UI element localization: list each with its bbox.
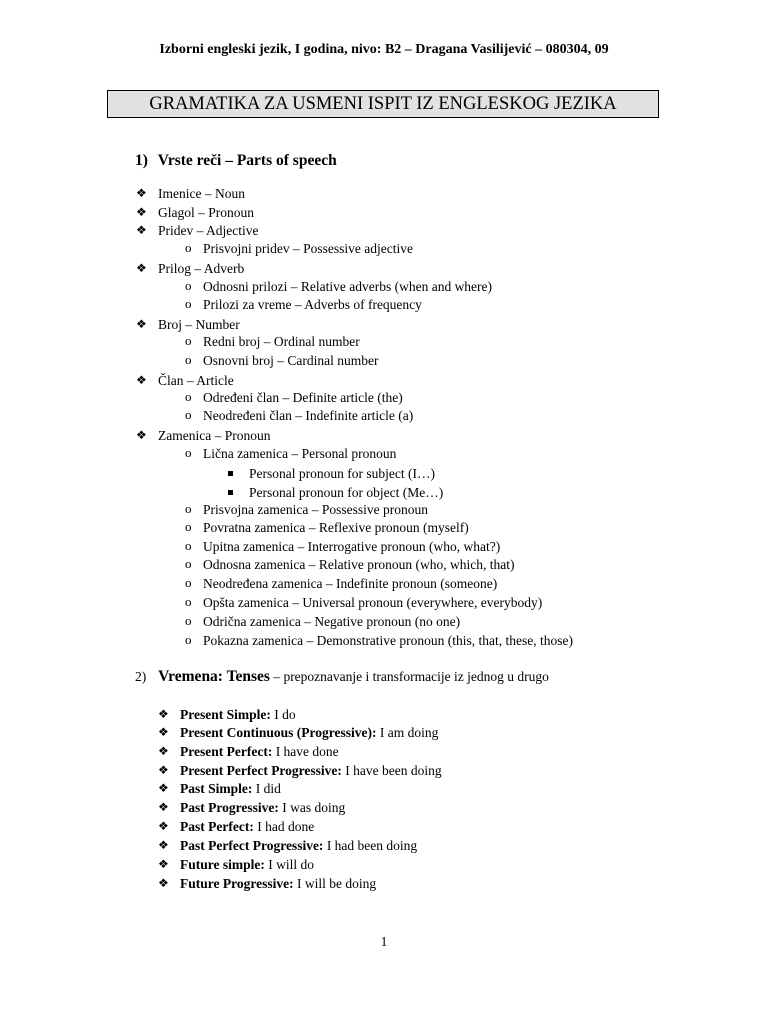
diamond-bullet-icon: ❖ bbox=[158, 763, 169, 777]
tense-example: I have been doing bbox=[341, 763, 442, 778]
tense-name: Past Perfect Progressive: bbox=[180, 838, 324, 853]
list-item-label: Imenice – Noun bbox=[158, 186, 245, 201]
tense-example: I had done bbox=[253, 819, 315, 834]
circle-bullet-icon: o bbox=[185, 240, 192, 255]
section-1-number: 1) bbox=[135, 152, 148, 169]
diamond-bullet-icon: ❖ bbox=[136, 317, 147, 331]
list-item-label: Neodređeni član – Indefinite article (a) bbox=[203, 408, 414, 423]
tense-example: I do bbox=[270, 707, 296, 722]
list-item-label: Povratna zamenica – Reflexive pronoun (myself) bbox=[203, 520, 469, 535]
tense-name: Present Simple: bbox=[180, 707, 271, 722]
document-title: GRAMATIKA ZA USMENI ISPIT IZ ENGLESKOG JEZIKA bbox=[107, 90, 659, 118]
list-item-label: Odnosni prilozi – Relative adverbs (when and where) bbox=[203, 279, 493, 294]
list-item-label: Neodređena zamenica – Indefinite pronoun (someone) bbox=[203, 576, 498, 591]
list-item-label: Određeni član – Definite article (the) bbox=[203, 390, 403, 405]
list-item-label: Prilog – Adverb bbox=[158, 261, 245, 276]
circle-bullet-icon: o bbox=[185, 538, 192, 553]
circle-bullet-icon: o bbox=[185, 501, 192, 516]
diamond-bullet-icon: ❖ bbox=[158, 781, 169, 795]
list-item-label: Redni broj – Ordinal number bbox=[203, 334, 360, 349]
tense-name: Past Simple: bbox=[180, 781, 253, 796]
list-item-label: Član – Article bbox=[158, 373, 234, 388]
diamond-bullet-icon: ❖ bbox=[158, 838, 169, 852]
list-item-label: Glagol – Pronoun bbox=[158, 205, 254, 220]
list-item-label: Personal pronoun for object (Me…) bbox=[249, 485, 444, 500]
circle-bullet-icon: o bbox=[185, 556, 192, 571]
diamond-bullet-icon: ❖ bbox=[136, 223, 147, 237]
list-item-label: Prilozi za vreme – Adverbs of frequency bbox=[203, 297, 422, 312]
circle-bullet-icon: o bbox=[185, 389, 192, 404]
circle-bullet-icon: o bbox=[185, 407, 192, 422]
diamond-bullet-icon: ❖ bbox=[158, 857, 169, 871]
circle-bullet-icon: o bbox=[185, 575, 192, 590]
section-1-heading bbox=[135, 152, 337, 170]
diamond-bullet-icon: ❖ bbox=[158, 744, 169, 758]
square-bullet-icon bbox=[228, 490, 233, 495]
tense-name: Past Progressive: bbox=[180, 800, 279, 815]
circle-bullet-icon: o bbox=[185, 352, 192, 367]
course-header: Izborni engleski jezik, I godina, nivo: B2 – Dragana Vasilijević – 080304, 09 bbox=[159, 42, 609, 57]
list-item-label: Personal pronoun for subject (I…) bbox=[249, 466, 435, 481]
list-item-label: Upitna zamenica – Interrogative pronoun (who, what?) bbox=[203, 539, 501, 554]
list-item-label: Odrična zamenica – Negative pronoun (no one) bbox=[203, 614, 461, 629]
section-2-heading bbox=[135, 668, 549, 686]
tense-example: I was doing bbox=[278, 800, 346, 815]
tense-example: I am doing bbox=[376, 725, 439, 740]
list-item-label: Odnosna zamenica – Relative pronoun (who, which, that) bbox=[203, 557, 515, 572]
tense-example: I will do bbox=[264, 857, 314, 872]
diamond-bullet-icon: ❖ bbox=[158, 800, 169, 814]
list-item-label: Pokazna zamenica – Demonstrative pronoun (this, that, these, those) bbox=[203, 633, 574, 648]
diamond-bullet-icon: ❖ bbox=[136, 428, 147, 442]
tense-example: I will be doing bbox=[293, 876, 377, 891]
tense-example: I have done bbox=[272, 744, 339, 759]
section-2-title: Vremena: Tenses bbox=[158, 668, 270, 685]
diamond-bullet-icon: ❖ bbox=[158, 707, 169, 721]
list-item-label: Lična zamenica – Personal pronoun bbox=[203, 446, 397, 461]
circle-bullet-icon: o bbox=[185, 278, 192, 293]
circle-bullet-icon: o bbox=[185, 594, 192, 609]
circle-bullet-icon: o bbox=[185, 613, 192, 628]
list-item-label: Pridev – Adjective bbox=[158, 223, 259, 238]
circle-bullet-icon: o bbox=[185, 445, 192, 460]
diamond-bullet-icon: ❖ bbox=[158, 876, 169, 890]
tense-name: Past Perfect: bbox=[180, 819, 254, 834]
section-2-number: 2) bbox=[135, 669, 147, 684]
diamond-bullet-icon: ❖ bbox=[158, 725, 169, 739]
circle-bullet-icon: o bbox=[185, 296, 192, 311]
list-item-label: Prisvojni pridev – Possessive adjective bbox=[203, 241, 413, 256]
tense-name: Future Progressive: bbox=[180, 876, 294, 891]
diamond-bullet-icon: ❖ bbox=[158, 819, 169, 833]
diamond-bullet-icon: ❖ bbox=[136, 186, 147, 200]
tense-name: Present Continuous (Progressive): bbox=[180, 725, 377, 740]
list-item-label: Zamenica – Pronoun bbox=[158, 428, 271, 443]
list-item-label: Osnovni broj – Cardinal number bbox=[203, 353, 379, 368]
circle-bullet-icon: o bbox=[185, 519, 192, 534]
diamond-bullet-icon: ❖ bbox=[136, 205, 147, 219]
page-number: 1 bbox=[380, 934, 388, 949]
diamond-bullet-icon: ❖ bbox=[136, 261, 147, 275]
section-2-description: – prepoznavanje i transformacije iz jednog u drugo bbox=[269, 669, 549, 684]
circle-bullet-icon: o bbox=[185, 333, 192, 348]
list-item-label: Broj – Number bbox=[158, 317, 240, 332]
section-1-title: Vrste reči – Parts of speech bbox=[157, 152, 337, 169]
tense-name: Present Perfect: bbox=[180, 744, 273, 759]
tense-example: I had been doing bbox=[323, 838, 418, 853]
tense-example: I did bbox=[252, 781, 281, 796]
tense-name: Present Perfect Progressive: bbox=[180, 763, 342, 778]
tense-name: Future simple: bbox=[180, 857, 265, 872]
circle-bullet-icon: o bbox=[185, 632, 192, 647]
list-item-label: Opšta zamenica – Universal pronoun (everywhere, everybody) bbox=[203, 595, 543, 610]
square-bullet-icon bbox=[228, 471, 233, 476]
diamond-bullet-icon: ❖ bbox=[136, 373, 147, 387]
list-item-label: Prisvojna zamenica – Possessive pronoun bbox=[203, 502, 428, 517]
